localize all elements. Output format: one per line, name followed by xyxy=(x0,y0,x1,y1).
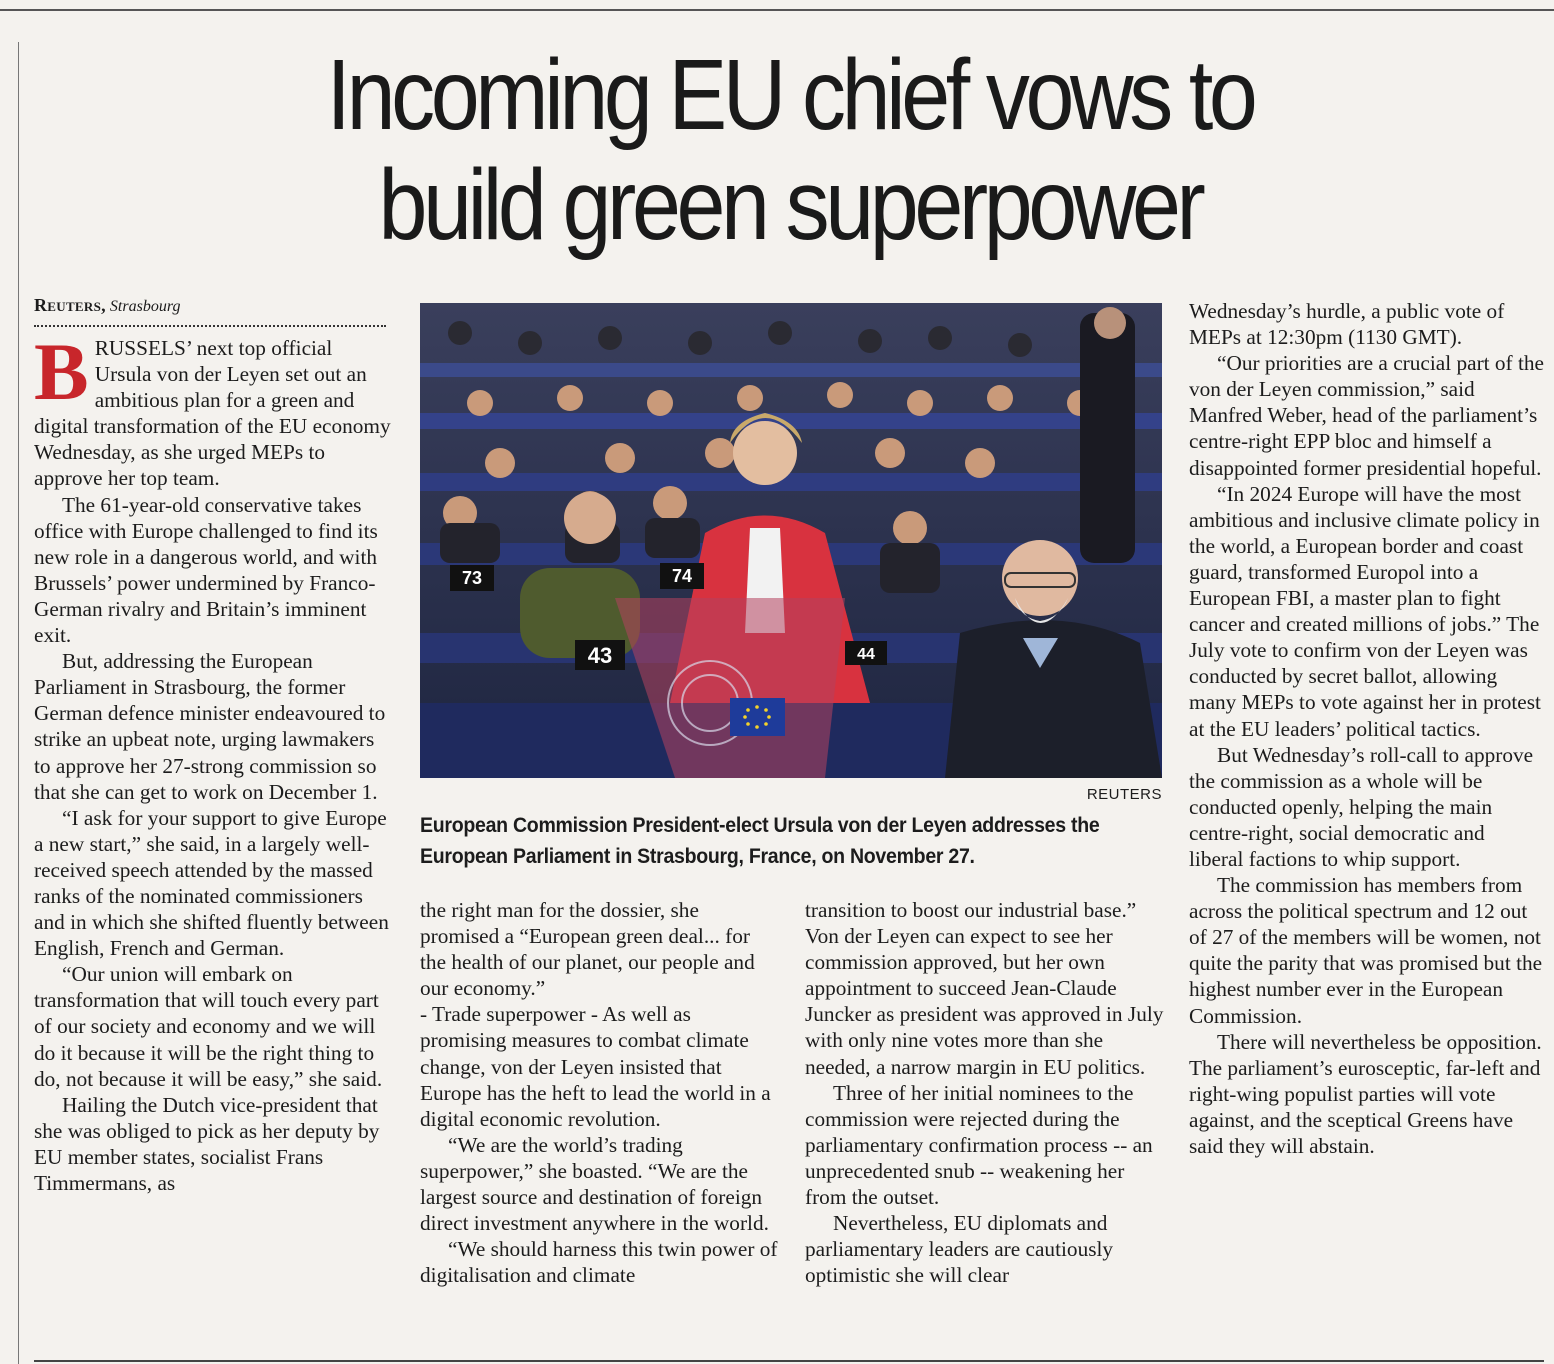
seat-number: 74 xyxy=(671,566,693,586)
article-paragraph: But, addressing the European Parliament in Strasbourg, the former German defence minister endeavoured to strike an upbeat note, urging lawmakers to approve her 27-strong commission so that she can get to work on December 1. xyxy=(34,649,386,804)
headline-line-2: build green superpower xyxy=(378,149,1202,261)
seat-number: 43 xyxy=(587,643,613,668)
article-paragraph: But Wednesday’s roll-call to approve the commission as a whole will be conducted openly, helping the main centre-right, social democratic and liberal factions to whip support. xyxy=(1189,742,1534,871)
article-column-1 xyxy=(34,326,392,1196)
article-paragraph: transition to boost our industrial base.” Von der Leyen can expect to see her commission approved, but her own appointment to succeed Jean-Claude Juncker as president was approved in July with only nine votes more than she needed, a narrow margin in EU politics. xyxy=(805,898,1164,1079)
byline xyxy=(34,294,386,318)
headline-line-1: Incoming EU chief vows to xyxy=(326,39,1254,151)
top-rule xyxy=(0,9,1554,11)
article-paragraph: Three of her initial nominees to the commission were rejected during the parliamentary confirmation process -- an unprecedented snub -- weakening her from the outset. xyxy=(805,1080,1153,1210)
parliament-photo-illustration xyxy=(420,303,1162,778)
subhead-paragraph: - Trade superpower - As well as promising measures to combat climate change, von der Leyen insisted that Europe has the heft to lead the world in a digital economic revolution. xyxy=(420,1002,771,1131)
article-paragraph: “I ask for your support to give Europe a new start,” she said, in a largely well-received speech attended by the massed ranks of the nominated commissioners and in which she shifted fluently between English, French and German. xyxy=(34,805,389,961)
article-paragraph: “We should harness this twin power of digitalisation and climate xyxy=(420,1237,778,1288)
photo-credit: REUTERS xyxy=(1086,786,1162,803)
article-paragraph: the right man for the dossier, she promised a “European green deal... for the health of our planet, our people and our economy.” xyxy=(420,898,755,1001)
byline-agency: Reuters, xyxy=(34,295,106,315)
article-paragraph xyxy=(34,326,392,492)
seat-number: 73 xyxy=(461,568,483,588)
article-paragraph: “Our union will embark on transformation that will touch every part of our society and economy and we will do it because it will be the right thing to do, not because it will be easy,” she said. xyxy=(34,962,383,1091)
article-paragraph: Wednesday’s hurdle, a public vote of MEPs at 12:30pm (1130 GMT). xyxy=(1189,299,1505,350)
byline-dateline: Strasbourg xyxy=(109,298,181,315)
photo-caption: European Commission President-elect Ursula von der Leyen addresses the European Parliament in Strasbourg, France, on November 27. xyxy=(420,814,1100,868)
article-paragraph: “In 2024 Europe will have the most ambitious and inclusive climate policy in the world, a European border and coast guard, transformed Europol into a European FBI, a master plan to fight cancer and created millions of jobs.” The July vote to confirm von der Leyen was conducted by secret ballot, allowing many MEPs to vote against her in protest at the EU leaders’ political tactics. xyxy=(1189,481,1541,741)
headline xyxy=(130,40,1450,260)
article-paragraph: Hailing the Dutch vice-president that she was obliged to pick as her deputy by EU member states, socialist Frans Timmermans, as xyxy=(34,1092,380,1195)
left-column-rule xyxy=(18,42,19,1364)
news-photo xyxy=(420,303,1162,778)
article-column-2 xyxy=(420,897,780,1288)
seat-number: 44 xyxy=(857,646,875,663)
article-paragraph: “Our priorities are a crucial part of the von der Leyen commission,” said Manfred Weber, head of the parliament’s centre-right EPP bloc and himself a disappointed former presidential hopeful. xyxy=(1189,351,1544,480)
article-column-4 xyxy=(1189,298,1544,1159)
article-paragraph: Nevertheless, EU diplomats and parliamentary leaders are cautiously optimistic she will clear xyxy=(805,1211,1114,1288)
article-paragraph: There will nevertheless be opposition. The parliament’s eurosceptic, far-left and right-wing populist parties will vote against, and the sceptical Greens have said they will abstain. xyxy=(1189,1029,1542,1158)
drop-cap: B xyxy=(34,326,89,417)
article-column-3 xyxy=(805,897,1167,1288)
article-paragraph: The 61-year-old conservative takes office with Europe challenged to find its new role in a dangerous world, and with Brussels’ power undermined by Franco-German rivalry and Britain’s imminent exit. xyxy=(34,492,378,648)
article-paragraph: “We are the world’s trading superpower,” she boasted. “We are the largest source and destination of foreign direct investment anywhere in the world. xyxy=(420,1132,769,1236)
lead-text: RUSSELS’ next top official Ursula von der Leyen set out an ambitious plan for a green and digital transformation of the EU economy Wednesday, as she urged MEPs to approve her top team. xyxy=(34,336,391,491)
article-paragraph: The commission has members from across the political spectrum and 12 out of 27 of the members will be women, not quite the parity that was promised but the highest number ever in the European Commission. xyxy=(1189,873,1543,1028)
bottom-rule xyxy=(34,1360,1544,1362)
